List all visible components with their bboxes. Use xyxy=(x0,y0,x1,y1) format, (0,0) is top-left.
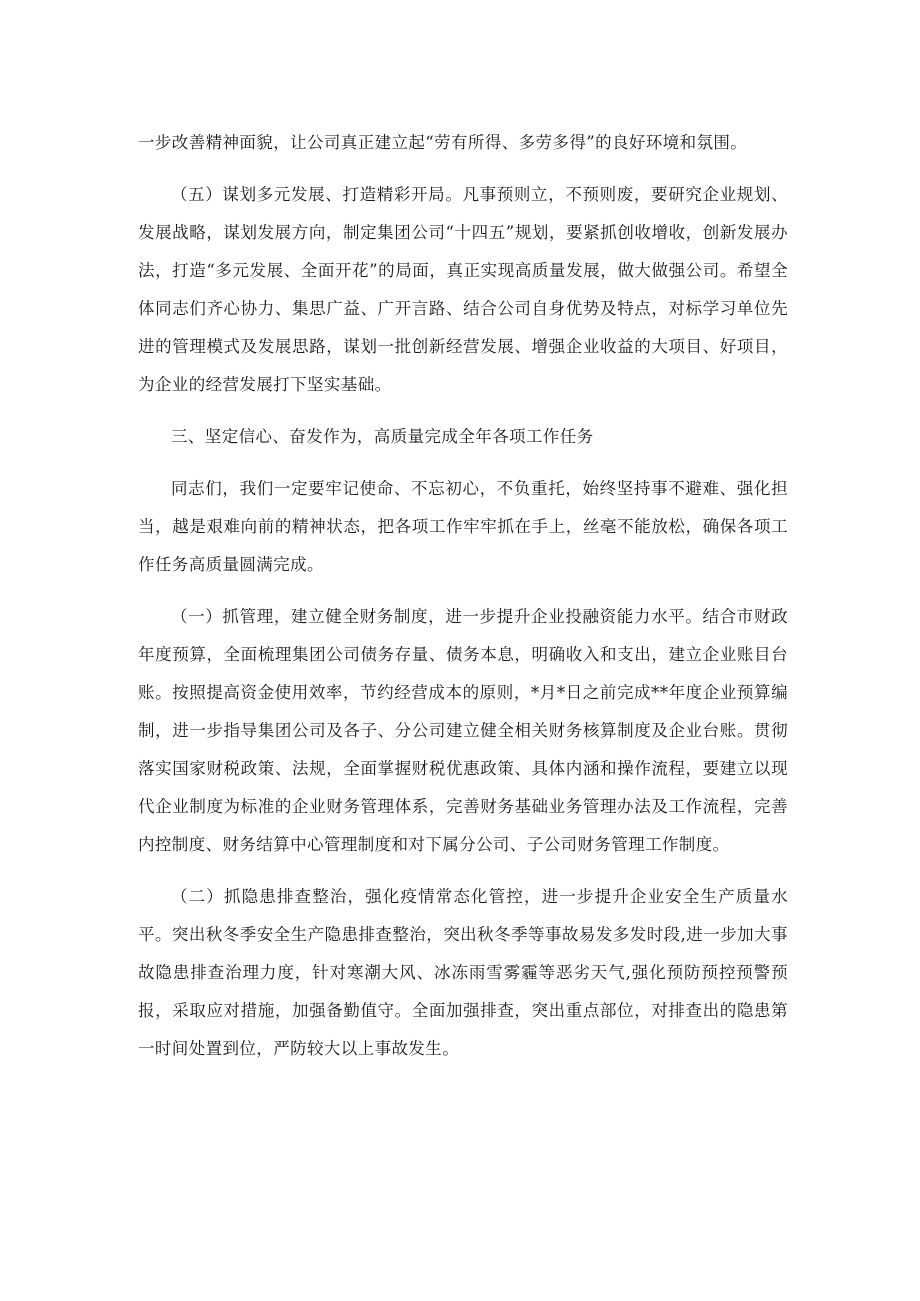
paragraph-item-two: （二）抓隐患排查整治，强化疫情常态化管控，进一步提升企业安全生产质量水平。突出秋冬季安全生产隐患排查整治，突出秋冬季等事故易发多发时段,进一步加大事故隐患排查治理力度，针对寒潮大风、冰冻雨雪雾霾等恶劣天气,强化预防预控预警预报，采取应对措施，加强备勤值守。全面加强排查，突出重点部位，对排查出的隐患第一时间处置到位，严防较大以上事故发生。 xyxy=(138,887,788,1058)
paragraph-comrades: 同志们，我们一定要牢记使命、不忘初心，不负重托，始终坚持事不避难、强化担当，越是艰难向前的精神状态，把各项工作牢牢抓在手上，丝毫不能放松，确保各项工作任务高质量圆满完成。 xyxy=(138,479,788,574)
paragraph-section-five: （五）谋划多元发展、打造精彩开局。凡事预则立，不预则废，要研究企业规划、发展战略，谋划发展方向，制定集团公司“十四五”规划，要紧抓创收增收，创新发展办法，打造“多元发展、全面开花”的局面，真正实现高质量发展，做大做强公司。希望全体同志们齐心协力、集思广益、广开言路、结合公司自身优势及特点，对标学习单位先进的管理模式及发展思路，谋划一批创新经营发展、增强企业收益的大项目、好项目，为企业的经营发展打下坚实基础。 xyxy=(138,185,788,394)
paragraph-item-one: （一）抓管理，建立健全财务制度，进一步提升企业投融资能力水平。结合市财政年度预算，全面梳理集团公司债务存量、债务本息，明确收入和支出，建立企业账目台账。按照提高资金使用效率，节约经营成本的原则，*月*日之前完成**年度企业预算编制，进一步指导集团公司及各子、分公司建立健全相关财务核算制度及企业台账。贯彻落实国家财税政策、法规，全面掌握财税优惠政策、具体内涵和操作流程，要建立以现代企业制度为标准的企业财务管理体系，完善财务基础业务管理办法及工作流程，完善内控制度、财务结算中心管理制度和对下属分公司、子公司财务管理工作制度。 xyxy=(138,607,788,854)
document-body xyxy=(138,124,788,1082)
paragraph-continuation: 一步改善精神面貌，让公司真正建立起“劳有所得、多劳多得”的良好环境和氛围。 xyxy=(138,133,748,152)
section-heading-three: 三、坚定信心、奋发作为，高质量完成全年各项工作任务 xyxy=(171,427,594,446)
